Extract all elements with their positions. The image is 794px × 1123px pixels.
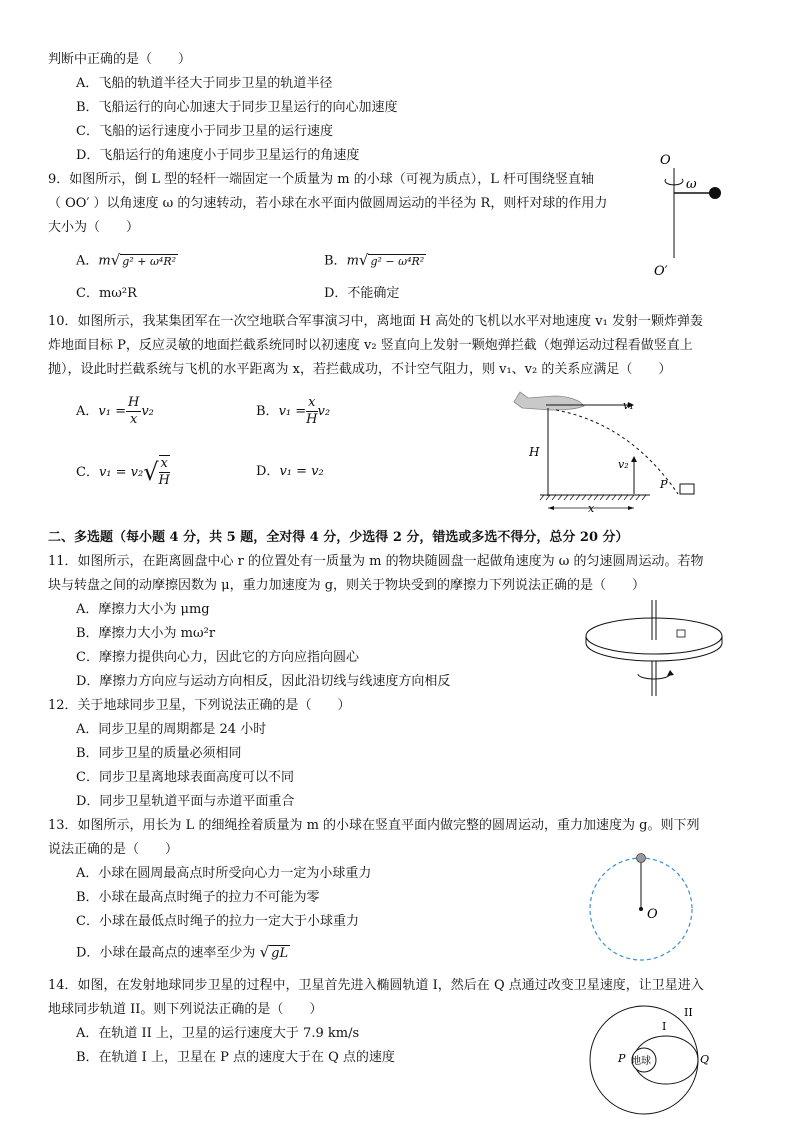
q10-option-a-rhs: v₂ <box>141 404 154 419</box>
fig14-earth-label: 地球 <box>631 1056 651 1067</box>
fig14-orbit-ii-label: II <box>684 1006 693 1019</box>
q13-option-a: A．小球在圆周最高点时所受向心力一定为小球重力 <box>76 866 372 881</box>
q13-option-d-radicand: gL <box>271 946 289 961</box>
fig13-o-label: O <box>647 907 658 922</box>
q8-stem-tail: 判断中正确的是（ ） <box>48 52 192 67</box>
fig10-ground-hatch <box>540 495 646 500</box>
q11-option-a: A．摩擦力大小为 μmg <box>76 602 210 617</box>
q10-figure <box>510 384 668 516</box>
q10-option-c <box>76 452 170 493</box>
q9-figure <box>650 148 730 280</box>
q13-stem-line2: 说法正确的是（ ） <box>48 842 179 857</box>
q10-option-c-sqrt: √ $\frac{x}{H}$ <box>143 456 170 488</box>
q14-stem-line2: 地球同步轨道 II。则下列说法正确的是（ ） <box>48 1002 323 1017</box>
q8-option-b: B．飞船运行的向心加速大于同步卫星运行的向心加速度 <box>76 100 398 115</box>
section-2-heading: 二、多选题（每小题 4 分，共 5 题，全对得 4 分，少选得 2 分，错选或多选不得分，总分 20 分） <box>48 530 629 545</box>
q9-option-b-label: B． <box>324 253 347 269</box>
fig10-airplane <box>514 392 584 410</box>
q10-option-b <box>256 392 330 432</box>
q13-option-b: B．小球在最高点时绳子的拉力不可能为零 <box>76 890 320 905</box>
q10-option-b-den: H <box>306 412 318 427</box>
q12-stem: 12．关于地球同步卫星，下列说法正确的是（ ） <box>48 698 351 713</box>
fig13-center-dot <box>639 907 643 911</box>
q13-option-d <box>76 942 290 964</box>
fig10-p-label: P <box>660 478 668 491</box>
fig13-ball <box>637 854 646 863</box>
q9-stem-line3: 大小为（ ） <box>48 220 140 235</box>
q13-figure <box>584 852 708 962</box>
fig10-v2-label: v₂ <box>618 458 629 471</box>
fig14-orbit-i-label: I <box>662 1020 667 1033</box>
q10-option-c-den: H <box>158 473 170 488</box>
q9-option-c: C．mω²R <box>76 286 137 301</box>
q11-option-d: D．摩擦力方向应与运动方向相反，因此沿切线与线速度方向相反 <box>76 674 451 689</box>
q11-option-c: C．摩擦力提供向心力，因此它的方向应指向圆心 <box>76 650 359 665</box>
q12-option-d: D．同步卫星轨道平面与赤道平面重合 <box>76 794 295 809</box>
fig10-v1-label: v₁ <box>623 399 634 412</box>
q11-stem-line1: 11．如图所示，在距离圆盘中心 r 的位置处有一质量为 m 的物块随圆盘一起做角速度为 ω 的匀速圆周运动。若物 <box>48 554 704 569</box>
q10-option-c-label: C． <box>76 464 99 480</box>
q9-option-a-radicand: g² + ω⁴R² <box>122 255 177 268</box>
fig10-x-arrow-right <box>628 506 634 510</box>
q10-option-d <box>256 452 324 492</box>
q13-option-d-sqrt: √ gL <box>259 943 289 961</box>
q10-option-c-num: x <box>160 456 168 471</box>
fig9-omega-label: ω <box>686 177 697 192</box>
q11-stem-line2: 块与转盘之间的动摩擦因数为 μ，重力加速度为 g，则关于物块受到的摩擦力下列说法正确的是（ ） <box>48 578 646 593</box>
q9-option-a-label: A． <box>76 253 99 269</box>
q10-option-b-num: x <box>308 395 316 410</box>
q10-stem-line3: 抛），设此时拦截系统与飞机的水平距离为 x，若拦截成功，不计空气阻力，则 v₁、v₂ 的关系应满足（ ） <box>48 362 672 377</box>
q8-option-d: D．飞船运行的角速度小于同步卫星运行的角速度 <box>76 148 360 163</box>
q10-option-a-fraction <box>126 395 141 428</box>
q9-option-b-radicand: g² − ω⁴R² <box>370 255 425 268</box>
fig9-o-top-label: O <box>660 153 671 168</box>
q14-option-a: A．在轨道 II 上，卫星的运行速度大于 7.9 km/s <box>76 1026 360 1041</box>
q10-option-a-label: A． <box>76 404 99 419</box>
fig10-x-label: x <box>588 502 595 515</box>
fig9-o-bottom-label: O′ <box>654 264 668 279</box>
q14-stem-line1: 14．如图，在发射地球同步卫星的过程中，卫星首先进入椭圆轨道 I，然后在 Q 点通过改变卫星速度，让卫星进入 <box>48 978 704 993</box>
q9-option-a <box>76 250 178 272</box>
q10-option-c-fraction <box>159 455 170 489</box>
q11-option-b: B．摩擦力大小为 mω²r <box>76 626 216 641</box>
q9-option-d: D．不能确定 <box>324 286 400 301</box>
q13-option-d-text: D．小球在最高点的速率至少为 <box>76 945 256 961</box>
q10-option-c-lhs: v₁ = v₂ <box>98 464 144 480</box>
q9-option-b-sqrt: √ g² − ω⁴R² <box>358 251 425 269</box>
q8-option-c: C．飞船的运行速度小于同步卫星的运行速度 <box>76 124 333 139</box>
q10-option-a-den: x <box>129 412 138 427</box>
fig11-disk <box>586 618 722 654</box>
q10-option-d-expr: v₁ = v₂ <box>279 464 324 479</box>
q12-option-b: B．同步卫星的质量必须相同 <box>76 746 242 761</box>
q10-option-d-label: D． <box>256 464 280 479</box>
q11-figure <box>580 596 730 700</box>
fig11-rotation-arrowhead <box>667 670 674 676</box>
q9-stem-line2: （ OO′ ）以角速度 ω 的匀速转动，若小球在水平面内做圆周运动的半径为 R，则杆对球的作用力 <box>48 196 608 211</box>
fig10-v2-arrowhead <box>631 456 637 462</box>
q8-option-a: A．飞船的轨道半径大于同步卫星的轨道半径 <box>76 76 333 91</box>
q10-option-a-num: H <box>127 395 140 410</box>
q10-option-b-label: B． <box>256 404 279 419</box>
q13-option-c: C．小球在最低点时绳子的拉力一定大于小球重力 <box>76 914 359 929</box>
q9-option-b-m: m <box>346 253 359 269</box>
q9-option-a-m: m <box>98 253 111 269</box>
fig14-p-label: P <box>618 1052 626 1065</box>
q10-option-b-rhs: v₂ <box>317 404 331 419</box>
q10-option-b-fraction <box>306 395 317 428</box>
q9-option-a-sqrt: √ g² + ω⁴R² <box>110 251 177 269</box>
fig10-x-arrow-left <box>548 506 554 510</box>
q14-option-b: B．在轨道 I 上，卫星在 P 点的速度大于在 Q 点的速度 <box>76 1050 395 1065</box>
q9-option-b <box>324 250 426 272</box>
fig14-q-label: Q <box>700 1053 710 1066</box>
fig11-rotation-arrow <box>638 674 670 679</box>
fig10-target-p <box>680 484 694 494</box>
q10-stem-line1: 10．如图所示，我某集团军在一次空地联合军事演习中，离地面 H 高处的飞机以水平对地速度 v₁ 发射一颗炸弹轰 <box>48 314 703 329</box>
q10-stem-line2: 炸地面目标 P，反应灵敏的地面拦截系统同时以初速度 v₂ 竖直向上发射一颗炮弹拦截（炮弹运动过程看做竖直上 <box>48 338 693 353</box>
q9-stem-line1: 9．如图所示，倒 L 型的轻杆一端固定一个质量为 m 的小球（可视为质点），L 杆可围绕竖直轴 <box>48 172 595 187</box>
q10-option-a <box>76 392 154 432</box>
q10-option-a-lhs: v₁ = <box>98 404 126 419</box>
fig11-block <box>677 630 685 637</box>
q10-option-b-lhs: v₁ = <box>278 404 307 419</box>
fig9-ball <box>709 187 721 199</box>
q14-figure <box>588 1004 724 1118</box>
q13-stem-line1: 13．如图所示，用长为 L 的细绳拴着质量为 m 的小球在竖直平面内做完整的圆周运动，重力加速度为 g。则下列 <box>48 818 700 833</box>
fig10-h-label: H <box>529 445 540 459</box>
q12-option-a: A．同步卫星的周期都是 24 小时 <box>76 722 267 737</box>
q12-option-c: C．同步卫星离地球表面高度可以不同 <box>76 770 294 785</box>
